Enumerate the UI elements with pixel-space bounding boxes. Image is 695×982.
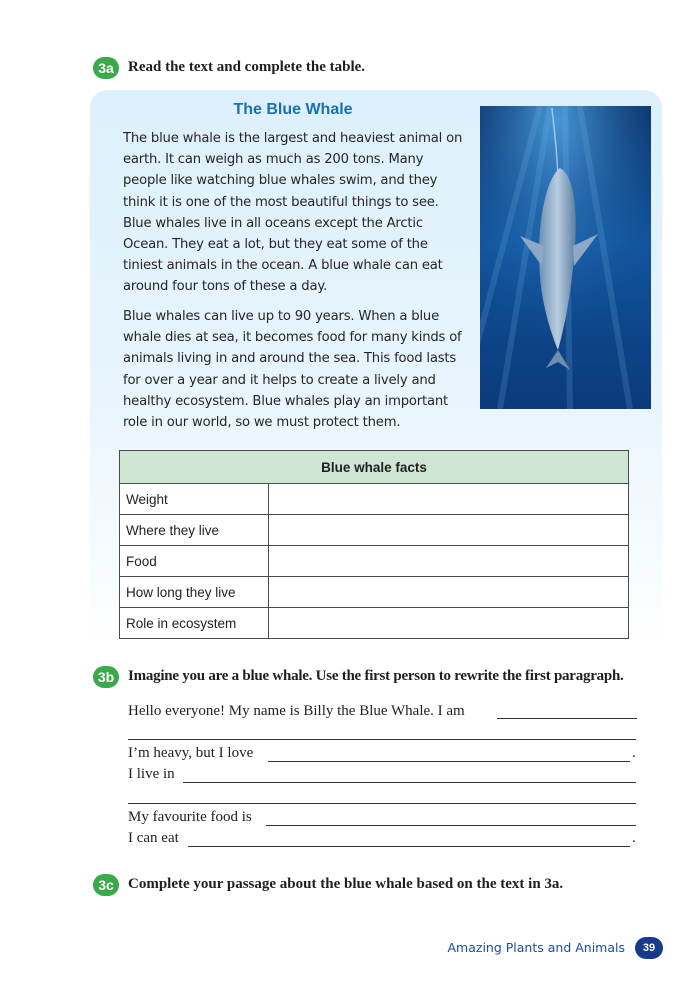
writing-line-3-blank[interactable] xyxy=(268,761,630,762)
table-row xyxy=(120,577,629,608)
reading-paragraph-2: Blue whales can live up to 90 years. When a blue whale dies at sea, it becomes food for many kinds of animals living in and around the sea. This food lasts for over a year and it helps to create a lively and healthy ecosystem. Blue whales play an important role in our world, so we must protect them. xyxy=(123,309,462,431)
answer-cell-role-in-ecosystem[interactable] xyxy=(269,608,629,639)
writing-line-6-text: My favourite food is xyxy=(128,809,252,825)
row-label-role-in-ecosystem: Role in ecosystem xyxy=(120,608,269,639)
page-number-badge: 39 xyxy=(635,937,663,959)
row-label-where-they-live: Where they live xyxy=(120,515,269,546)
table-row xyxy=(120,608,629,639)
row-label-how-long-they-live: How long they live xyxy=(120,577,269,608)
writing-line-4-text: I live in xyxy=(128,766,175,782)
blue-whale-facts-table xyxy=(119,450,629,639)
writing-line-7-blank[interactable] xyxy=(188,846,630,847)
exercise-badge-3a: 3a xyxy=(93,57,119,79)
footer-unit-title: Amazing Plants and Animals xyxy=(447,940,625,955)
writing-line-1-text: Hello everyone! My name is Billy the Blue Whale. I am xyxy=(128,703,465,719)
writing-line-1-blank[interactable] xyxy=(497,718,637,719)
blue-whale-photo xyxy=(480,106,651,409)
exercise-3a-instruction: Read the text and complete the table. xyxy=(128,59,366,75)
writing-line-2-blank[interactable] xyxy=(128,739,636,740)
answer-cell-how-long-they-live[interactable] xyxy=(269,577,629,608)
writing-line-4-blank[interactable] xyxy=(183,782,636,783)
table-header: Blue whale facts xyxy=(120,451,629,484)
writing-line-7-period: . xyxy=(632,830,636,846)
answer-cell-food[interactable] xyxy=(269,546,629,577)
writing-line-3-text: I’m heavy, but I love xyxy=(128,745,254,761)
table-row xyxy=(120,484,629,515)
row-label-food: Food xyxy=(120,546,269,577)
exercise-3c-instruction: Complete your passage about the blue whale based on the text in 3a. xyxy=(128,876,564,892)
row-label-weight: Weight xyxy=(120,484,269,515)
table-row xyxy=(120,515,629,546)
answer-cell-where-they-live[interactable] xyxy=(269,515,629,546)
writing-line-6-blank[interactable] xyxy=(266,825,636,826)
exercise-badge-3b: 3b xyxy=(93,666,119,688)
writing-line-7-text: I can eat xyxy=(128,830,179,846)
table-row xyxy=(120,546,629,577)
answer-cell-weight[interactable] xyxy=(269,484,629,515)
writing-line-5-blank[interactable] xyxy=(128,803,636,804)
reading-title: The Blue Whale xyxy=(233,101,353,118)
exercise-badge-3c: 3c xyxy=(93,874,119,896)
writing-line-3-period: . xyxy=(632,745,636,761)
exercise-3b-instruction: Imagine you are a blue whale. Use the first person to rewrite the first paragraph. xyxy=(128,668,624,684)
reading-paragraph-1: The blue whale is the largest and heaviest animal on earth. It can weigh as much as 200 tons. Many people like watching blue whales swim, and they think it is one of the most beautiful things to see. Blue whales live in all oceans except the Arctic Ocean. They eat a lot, but they eat some of the tiniest animals in the ocean. A blue whale can eat around four tons of these a day. xyxy=(123,131,463,295)
